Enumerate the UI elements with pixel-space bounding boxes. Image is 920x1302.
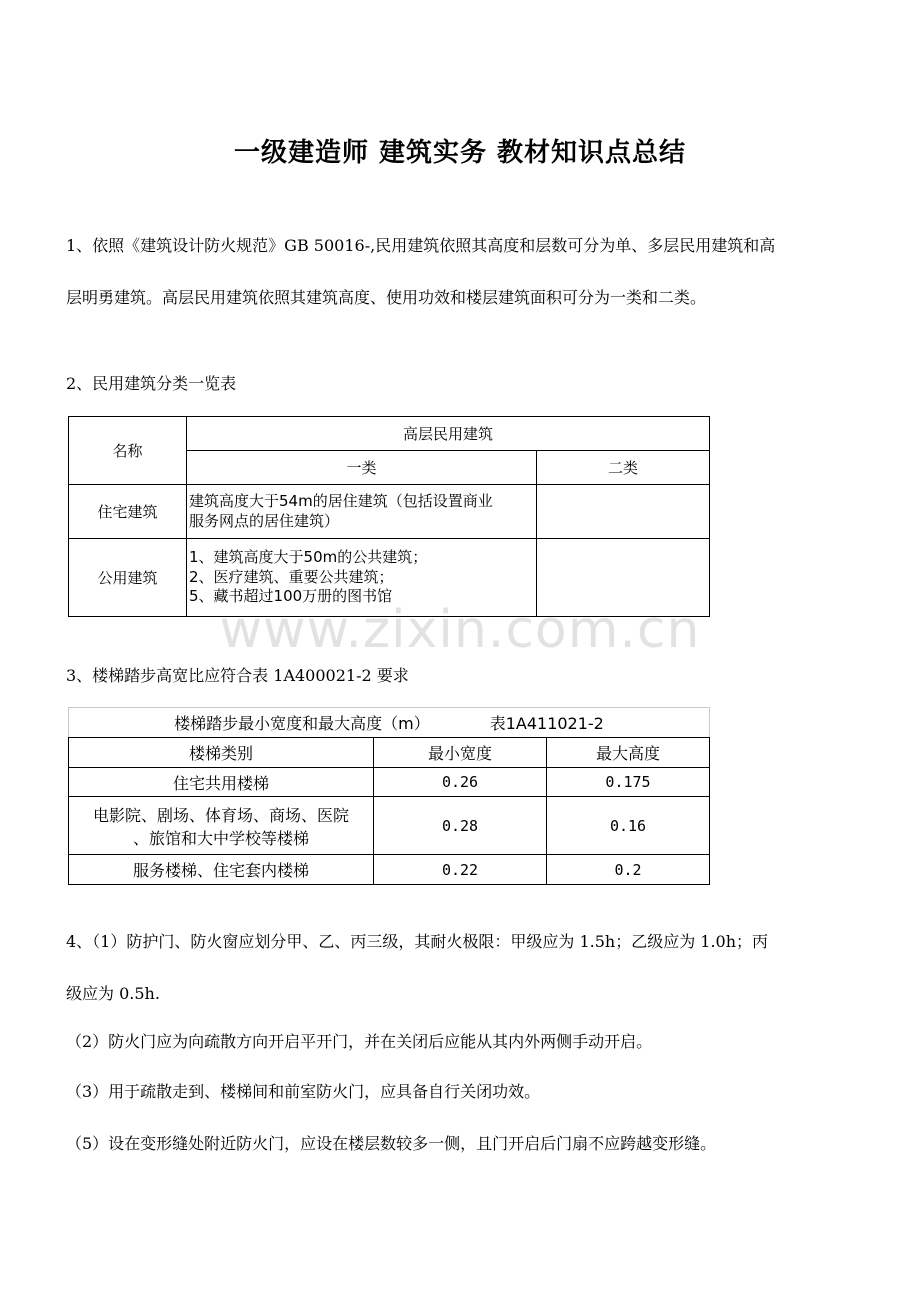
table2-row2-min-width: 0.28: [374, 797, 547, 855]
table2-row1-max-height: 0.175: [547, 768, 710, 797]
document-title: 一级建造师 建筑实务 教材知识点总结: [233, 138, 687, 168]
table-row: [69, 797, 710, 855]
paragraph-2: 2、民用建筑分类一览表: [66, 374, 237, 393]
paragraph-1-line-2: 层明勇建筑。高层民用建筑依照其建筑高度、使用功效和楼层建筑面积可分为一类和二类。: [66, 288, 707, 307]
table2-header-max-height: 最大高度: [547, 738, 710, 768]
table1-row2-class2: [537, 539, 710, 617]
table1-row2-class1-line: 1、建筑高度大于50m的公共建筑；: [189, 548, 428, 567]
table1-row1-class2: [537, 485, 710, 539]
table2-row2-type: [69, 797, 374, 855]
paragraph-4-line-1: 4、（1）防护门、防火窗应划分甲、乙、丙三级，其耐火极限：甲级应为 1.5h；乙级应为 1.0h；丙: [66, 932, 769, 951]
table1-group-header: 高层民用建筑: [187, 417, 710, 451]
paragraph-1-line-1: 1、依照《建筑设计防火规范》GB 50016-,民用建筑依照其高度和层数可分为单、多层民用建筑和高: [66, 236, 776, 255]
table1-row1-class1-line: 建筑高度大于54m的居住建筑（包括设置商业: [189, 492, 493, 510]
table-row: [69, 855, 710, 885]
table1-row2-class1-line: 5、藏书超过100万册的图书馆: [189, 587, 393, 606]
table2-caption-code: 表1A411021-2: [489, 714, 604, 733]
table2-caption: [69, 708, 710, 738]
watermark: www.zixin.com.cn: [219, 600, 701, 660]
table2-header-min-width: 最小宽度: [374, 738, 547, 768]
paragraph-6: （3）用于疏散走到、楼梯间和前室防火门，应具备自行关闭功效。: [66, 1082, 541, 1101]
table1-row1-class1: [187, 485, 537, 539]
table1-col2-header: 二类: [537, 451, 710, 485]
table2-header-type: 楼梯类别: [69, 738, 374, 768]
table2-row1-type: 住宅共用楼梯: [69, 768, 374, 797]
paragraph-4-line-2: 级应为 0.5h.: [66, 984, 160, 1003]
table-row: [69, 768, 710, 797]
table2-row1-min-width: 0.26: [374, 768, 547, 797]
civil-building-classification-table: [68, 416, 710, 617]
table2-row3-type: 服务楼梯、住宅套内楼梯: [69, 855, 374, 885]
table1-row1-name: 住宅建筑: [69, 485, 187, 539]
stair-step-dimension-table: [68, 707, 710, 885]
table2-row3-max-height: 0.2: [547, 855, 710, 885]
table1-row2-class1: [187, 539, 537, 617]
table2-row2-type-line: 、旅馆和大中学校等楼梯: [132, 828, 309, 848]
table1-col1-header: 一类: [187, 451, 537, 485]
paragraph-5: （2）防火门应为向疏散方向开启平开门，并在关闭后应能从其内外两侧手动开启。: [66, 1032, 653, 1051]
table2-row2-type-line: 电影院、剧场、体育场、商场、医院: [92, 805, 349, 825]
paragraph-3: 3、楼梯踏步高宽比应符合表 1A400021-2 要求: [66, 666, 409, 685]
table-row: [69, 539, 710, 617]
paragraph-7: （5）设在变形缝处附近防火门，应设在楼层数较多一侧，且门开启后门扇不应跨越变形缝。: [66, 1134, 717, 1153]
table2-row3-min-width: 0.22: [374, 855, 547, 885]
table-row: [69, 485, 710, 539]
table2-row2-max-height: 0.16: [547, 797, 710, 855]
table1-row1-class1-line: 服务网点的居住建筑）: [189, 511, 340, 530]
table1-name-header: 名称: [69, 417, 187, 485]
table1-row2-class1-line: 2、医疗建筑、重要公共建筑；: [189, 567, 394, 586]
table2-caption-title: 楼梯踏步最小宽度和最大高度（m）: [174, 714, 430, 733]
table1-row2-name: 公用建筑: [69, 539, 187, 617]
